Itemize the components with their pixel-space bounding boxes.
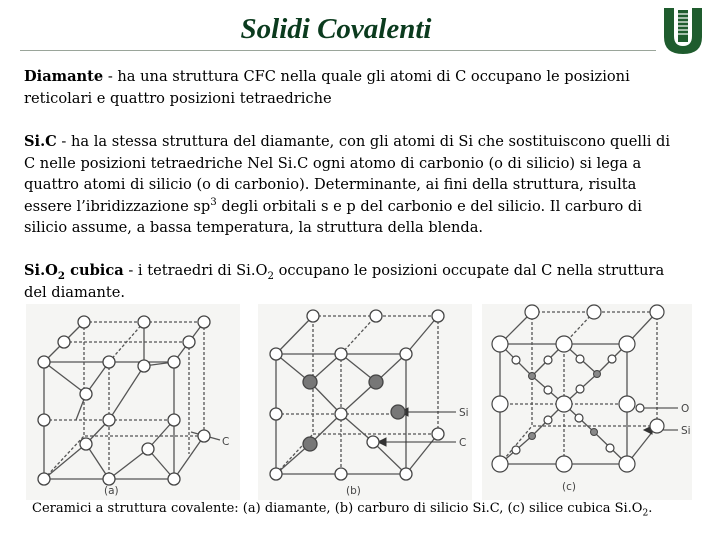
figure-b-panel-label: (b) — [346, 485, 361, 497]
text-sio2-sub: 2 — [267, 270, 274, 282]
figure-silicon-carbide — [258, 304, 472, 500]
paragraph-diamante — [24, 66, 672, 109]
figure-c-si-label: Si — [681, 425, 691, 437]
figure-a-atom-label: C — [222, 436, 230, 448]
term-sic: Si.C — [24, 133, 57, 150]
title-divider — [20, 50, 656, 51]
term-diamante: Diamante — [24, 68, 104, 85]
paragraph-sic — [24, 131, 672, 239]
caption-text: Ceramici a struttura covalente: (a) diamante, (b) carburo di silicio Si.C, (c) silice cubica Si.O — [32, 501, 643, 516]
text-sio2-a: - i tetraedri di Si.O — [123, 262, 268, 279]
term-sio2-b: cubica — [65, 262, 124, 279]
paragraph-sio2 — [24, 260, 672, 303]
figure-diamond — [26, 304, 240, 500]
figure-b-c-label: C — [459, 437, 467, 449]
text-sic-sup: 3 — [210, 196, 217, 208]
figure-caption — [32, 501, 653, 519]
caption-sub: 2 — [642, 508, 649, 519]
page-title: Solidi Covalenti — [240, 13, 432, 45]
figure-a-panel-label: (a) — [104, 485, 119, 497]
figure-b-si-label: Si — [459, 407, 469, 419]
figure-cubic-silica — [482, 304, 692, 500]
figure-c-o-label: O — [681, 403, 690, 415]
term-sio2-a: Si.O — [24, 262, 58, 279]
university-logo-icon — [661, 6, 705, 56]
text-diamante: - ha una struttura CFC nella quale gli atomi di C occupano le posizioni reticolari e quattro posizioni tetraedriche — [24, 68, 630, 107]
text-sio2-b: occupano le posizioni occupate dal C nella struttura del diamante. — [24, 262, 665, 301]
text-sic-a: - ha la stessa struttura del diamante, con gli atomi di Si che sostituiscono quelli di C nelle posizioni tetraedriche Nel Si.C ogni atomo di carbonio (o di silicio) si lega a quattro atomi di silicio (o di carbonio). Determinante, ai fini della struttura, risulta essere l’ibridizzazione sp — [24, 133, 671, 215]
term-sio2-sub: 2 — [57, 269, 66, 282]
term-sio2 — [24, 262, 124, 282]
figure-c-panel-label: (c) — [562, 481, 576, 493]
crystal-figures — [26, 304, 692, 500]
text-sic-b: degli orbitali s e p del carbonio e del silicio. Il carburo di silicio assume, a bassa temperatura, la struttura della blenda. — [24, 197, 642, 236]
caption-end: . — [648, 501, 653, 516]
